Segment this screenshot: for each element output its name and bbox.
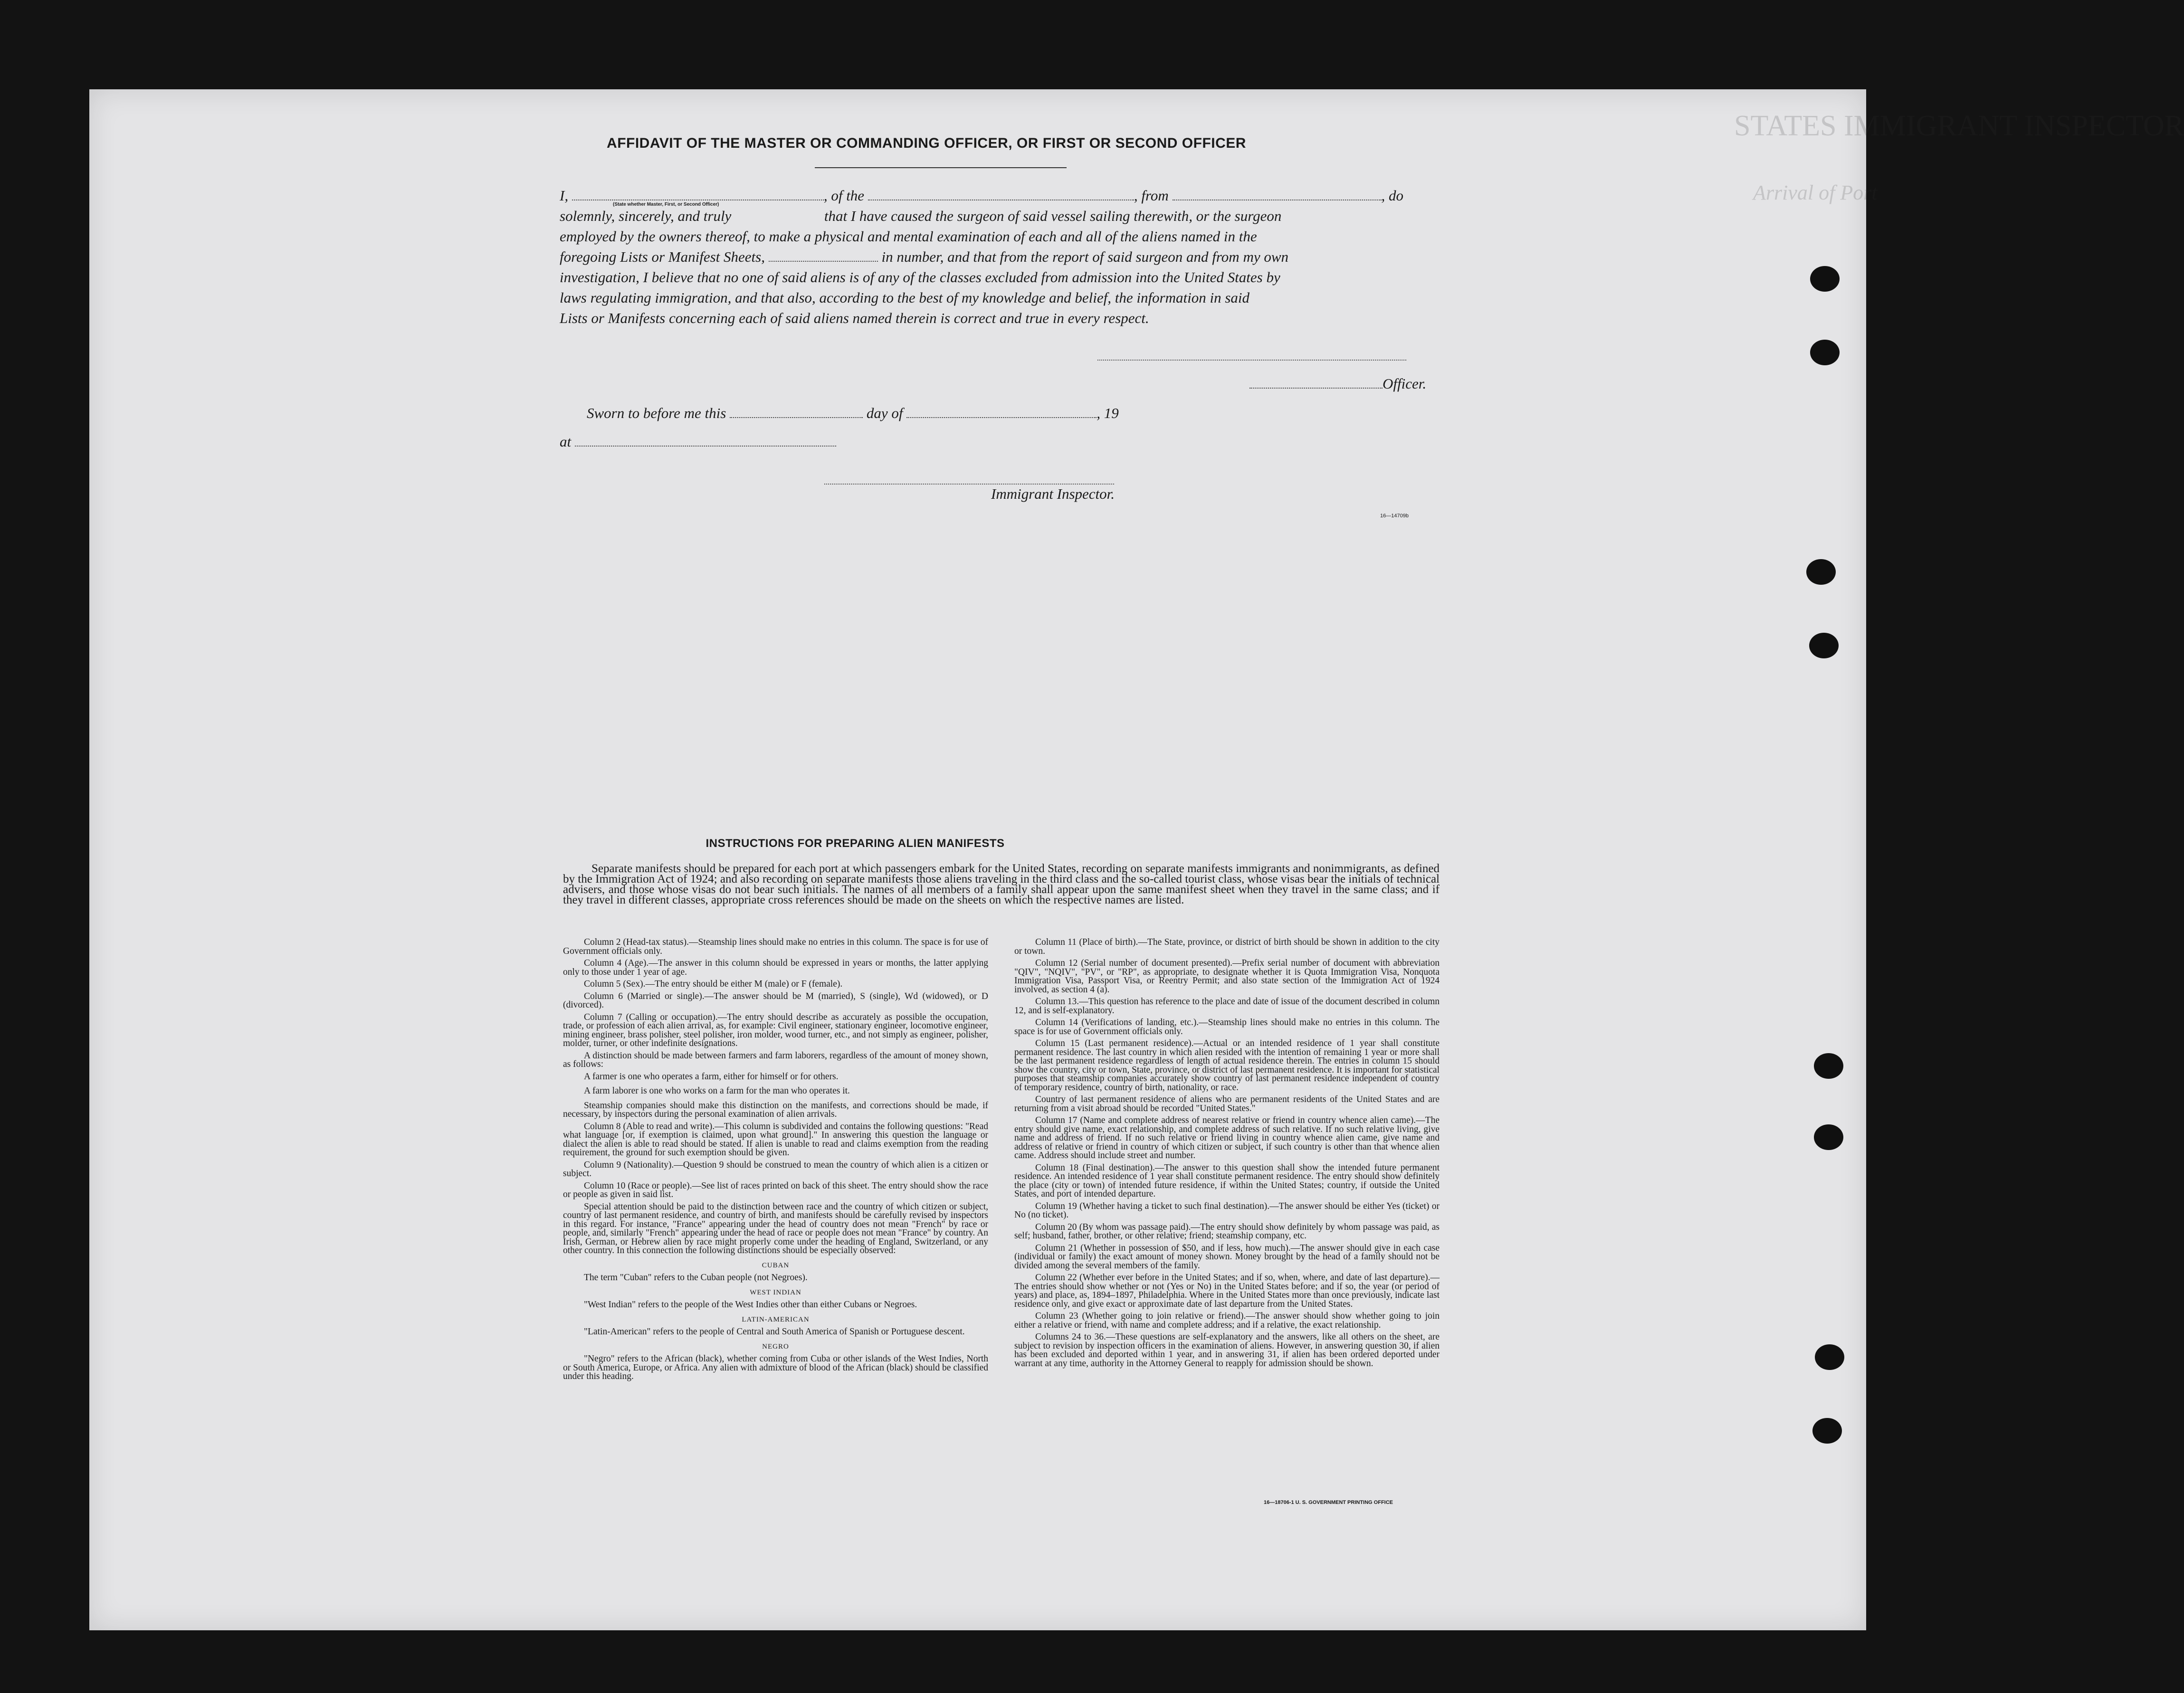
punch-hole: [1810, 266, 1840, 292]
sworn-place-field[interactable]: [575, 433, 836, 447]
printing-office-note: 16—18706-1 U. S. GOVERNMENT PRINTING OFFICE: [1264, 1500, 1393, 1505]
port-from-field[interactable]: [1173, 187, 1382, 200]
sworn-day-field[interactable]: [730, 405, 863, 418]
punch-hole: [1810, 340, 1840, 365]
instruction-para: Column 23 (Whether going to join relative or friend).—The answer should show whether going to join either a relative or friend, with name and complete address; and if a relative, the exact relationship.: [1014, 1311, 1440, 1330]
instructions-title: INSTRUCTIONS FOR PREPARING ALIEN MANIFESTS: [706, 837, 1005, 850]
instruction-para: "Latin-American" refers to the people of Central and South America of Spanish or Portuguese descent.: [584, 1327, 965, 1337]
section-heading: NEGRO: [762, 1342, 789, 1351]
instruction-para: A farm laborer is one who works on a farm for the man who operates it.: [584, 1086, 850, 1096]
instruction-para: Column 7 (Calling or occupation).—The entry should describe as accurately as possible the occupation, trade, or profession of each alien arrival, as, for example: Civil engineer, stationary engineer, locomotive engineer, mining engineer, brass polisher, steel polisher, iron molder, wood turner, etc., and not simply as engineer, polisher, molder, turner, or other indefinite designations.: [563, 1012, 988, 1048]
instruction-para: Country of last permanent residence of aliens who are permanent residents of the United States and are returning from a visit abroad should be recorded "United States.": [1014, 1094, 1440, 1113]
officer-rank-note: (State whether Master, First, or Second Officer): [613, 202, 719, 207]
punch-hole: [1815, 1344, 1844, 1370]
signature-line[interactable]: [1097, 360, 1406, 361]
bleed-through-text: STATES IMMIGRANT INSPECTOR Arrival of Port: [1734, 110, 2184, 204]
instruction-para: Steamship companies should make this distinction on the manifests, and corrections should be made, if necessary, by inspectors during the personal examination of alien arrivals.: [563, 1100, 988, 1119]
section-heading: CUBAN: [762, 1261, 790, 1269]
instruction-para: Column 4 (Age).—The answer in this column should be expressed in years or months, the latter applying only to those under 1 year of age.: [563, 958, 988, 977]
sheet-count-field[interactable]: [769, 248, 878, 262]
punch-hole: [1814, 1124, 1843, 1150]
instruction-para: The term "Cuban" refers to the Cuban people (not Negroes).: [584, 1273, 808, 1283]
form-number: 16—14709b: [1380, 513, 1409, 519]
instruction-para: Column 15 (Last permanent residence).—Actual or an intended residence of 1 year shall constitute permanent residence. The last country in which alien resided with the intention of remaining 1 year or more shall be the last permanent residence regardless of length of actual residence therein. The entries in column 15 should show the country, city or town, State, province, or district of last permanent residence. It is important for statistical purposes that steamship companies accurately show country of last permanent residence independent of country of temporary residence, country of birth, nationality, or race.: [1014, 1038, 1440, 1093]
instruction-para: Columns 24 to 36.—These questions are self-explanatory and the answers, like all others on the sheet, are subject to revision by inspection officers in the examination of aliens. However, in answering question 30, if alien has been excluded and deported within 1 year, and in answering 31, if alien has been ordered deported under warrant at any time, authority in the Attorney General to reapply for admission should be shown.: [1014, 1332, 1440, 1369]
punch-hole: [1809, 633, 1839, 658]
instruction-para: "Negro" refers to the African (black), whether coming from Cuba or other islands of the West Indies, North or South America, Europe, or Africa. Any alien with admixture of blood of the African (black) should be classified under this heading.: [563, 1354, 988, 1381]
instruction-para: Column 6 (Married or single).—The answer should be M (married), S (single), Wd (widowed), or D (divorced).: [563, 991, 988, 1010]
officer-signature: Officer.: [1249, 375, 1426, 392]
instruction-para: Column 2 (Head-tax status).—Steamship lines should make no entries in this column. The space is for use of Government officials only.: [563, 937, 988, 956]
title-rule: [815, 167, 1067, 168]
punch-hole: [1814, 1053, 1843, 1079]
sworn-place: at: [560, 433, 836, 450]
punch-hole: [1806, 559, 1836, 585]
instruction-para: Column 8 (Able to read and write).—This column is subdivided and contains the following questions: "Read what language [or, if exemption is claimed, upon what ground]." In answering this question the language or dialect the alien is able to read should be stated. If alien is unable to read and claims exemption from the reading requirement, the ground for such exemption should be given.: [563, 1121, 988, 1158]
instruction-para: Column 11 (Place of birth).—The State, province, or district of birth should be shown in addition to the city or town.: [1014, 937, 1440, 956]
sworn-statement: Sworn to before me this day of , 19: [587, 405, 1119, 421]
instruction-para: Column 12 (Serial number of document presented).—Prefix serial number of document with abbreviation "QIV", "NQIV", "PV", or "RP", as appropriate, to designate whether it is Quota Immigration Visa, Nonquota Immigration Visa, Passport Visa, or Reentry Permit; and also state section of the Immigration Act of 1924 involved, as section 4 (a).: [1014, 958, 1440, 995]
instruction-para: Column 22 (Whether ever before in the United States; and if so, when, where, and date of last departure).—The entries should show whether or not (Yes or No) in the United States before; and if so, the year (or period of years) and place, as, 1894–1897, Philadelphia. Where in the United States more than once previously, indicate last residence only, and give exact or approximate date of last departure from the United States.: [1014, 1273, 1440, 1309]
instruction-para: Column 14 (Verifications of landing, etc.).—Steamship lines should make no entries in this column. The space is for use of Government officials only.: [1014, 1018, 1440, 1037]
instructions-right-column: [1014, 938, 1440, 1371]
punch-hole: [1812, 1418, 1842, 1444]
instruction-para: A distinction should be made between farmers and farm laborers, regardless of the amount of money shown, as follows:: [563, 1050, 988, 1069]
affidavit-title: AFFIDAVIT OF THE MASTER OR COMMANDING OFFICER, OR FIRST OR SECOND OFFICER: [607, 135, 1246, 151]
section-heading: WEST INDIAN: [750, 1288, 801, 1296]
affidavit-body: I, , of the , from , do solemnly, sincerely, and truly that I have caused the surgeon of said vessel sailing therewith, or the surgeon employed by the owners thereof, to make a physical and mental examination of each and all of the aliens named in the foregoing Lists or Manifest Sheets, in number, and that from the report of said surgeon and from my own investigation, I believe that no one of said aliens is of any of the classes excluded from admission into the United States by laws regulating immigration, and that also, according to the best of my knowledge and belief, the information in said Lists or Manifests concerning each of said aliens named therein is correct and true in every respect.: [560, 187, 1403, 326]
section-heading: LATIN-AMERICAN: [742, 1315, 810, 1323]
instruction-para: Column 18 (Final destination).—The answer to this question shall show the intended future permanent residence. An intended residence of 1 year shall constitute permanent residence. The entry should show definitely the place (city or town) of intended future residence, if within the United States; country, if outside the United States, and port of intended departure.: [1014, 1162, 1440, 1199]
instruction-para: Special attention should be paid to the distinction between race and the country of which citizen or subject, country of last permanent residence, and country of birth, and manifests should be carefully revised by inspectors in this regard. For instance, "France" appearing under the head of country does not mean "French" by race or people, and, similarly "French" appearing under the head of race or people does not mean "France" by country. An Irish, German, or Hebrew alien by race might properly come under the heading of England, Switzerland, or any other country. In this connection the following distinctions should be especially observed:: [563, 1201, 988, 1255]
instruction-para: Column 10 (Race or people).—See list of races printed on back of this sheet. The entry should show the race or people as given in said list.: [563, 1180, 988, 1199]
instruction-para: Column 19 (Whether having a ticket to such final destination).—The answer should be either Yes (ticket) or No (no ticket).: [1014, 1201, 1440, 1220]
instruction-para: Column 20 (By whom was passage paid).—The entry should show definitely by whom passage was paid, as self; husband, father, brother, or other relative; friend; steamship company, etc.: [1014, 1222, 1440, 1241]
instruction-para: "West Indian" refers to the people of the West Indies other than either Cubans or Negroes.: [584, 1300, 917, 1310]
officer-signature-field[interactable]: [1249, 375, 1383, 389]
instruction-para: Column 5 (Sex).—The entry should be either M (male) or F (female).: [584, 979, 843, 989]
instruction-para: Column 13.—This question has reference to the place and date of issue of the document described in column 12, and is self-explanatory.: [1014, 997, 1440, 1016]
instruction-para: A farmer is one who operates a farm, either for himself or for others.: [584, 1071, 839, 1082]
instructions-intro: Separate manifests should be prepared for each port at which passengers embark for the United States, recording on separate manifests immigrants and nonimmigrants, as defined by the Immigration Act of 1924; and also recording on separate manifests those aliens traveling in the third class and the so-called tourist class, whose visas bear the initials of technical advisers, and those whose visas do not bear such initials. The names of all members of a family shall appear upon the same manifest sheet when they travel in the same class; and if they travel in different classes, appropriate cross references should be made on the sheets on which the respective names are listed.: [563, 862, 1440, 906]
vessel-field[interactable]: [868, 187, 1134, 200]
instructions-left-column: [563, 938, 988, 1385]
inspector-signature-line[interactable]: [824, 484, 1114, 485]
inspector-label: Immigrant Inspector.: [991, 485, 1115, 502]
instruction-para: Column 9 (Nationality).—Question 9 should be construed to mean the country of which alien is a citizen or subject.: [563, 1160, 988, 1179]
instruction-para: Column 17 (Name and complete address of nearest relative or friend in country whence alien came).—The entry should give name, exact relationship, and complete address of such relative. If no such relative living, give name and address of friend. If no such relative or friend living in country whence alien came, give name and address of relative or friend in country of which citizen or subject, if such country is other than that whence alien came. Address should include street and number.: [1014, 1115, 1440, 1160]
sworn-month-field[interactable]: [906, 405, 1097, 418]
officer-rank-field[interactable]: [572, 187, 824, 200]
instruction-para: Column 21 (Whether in possession of $50, and if less, how much).—The answer should give in each case (individual or family) the exact amount of money shown. Money brought by the head of a family should not be divided among the several members of the family.: [1014, 1243, 1440, 1271]
